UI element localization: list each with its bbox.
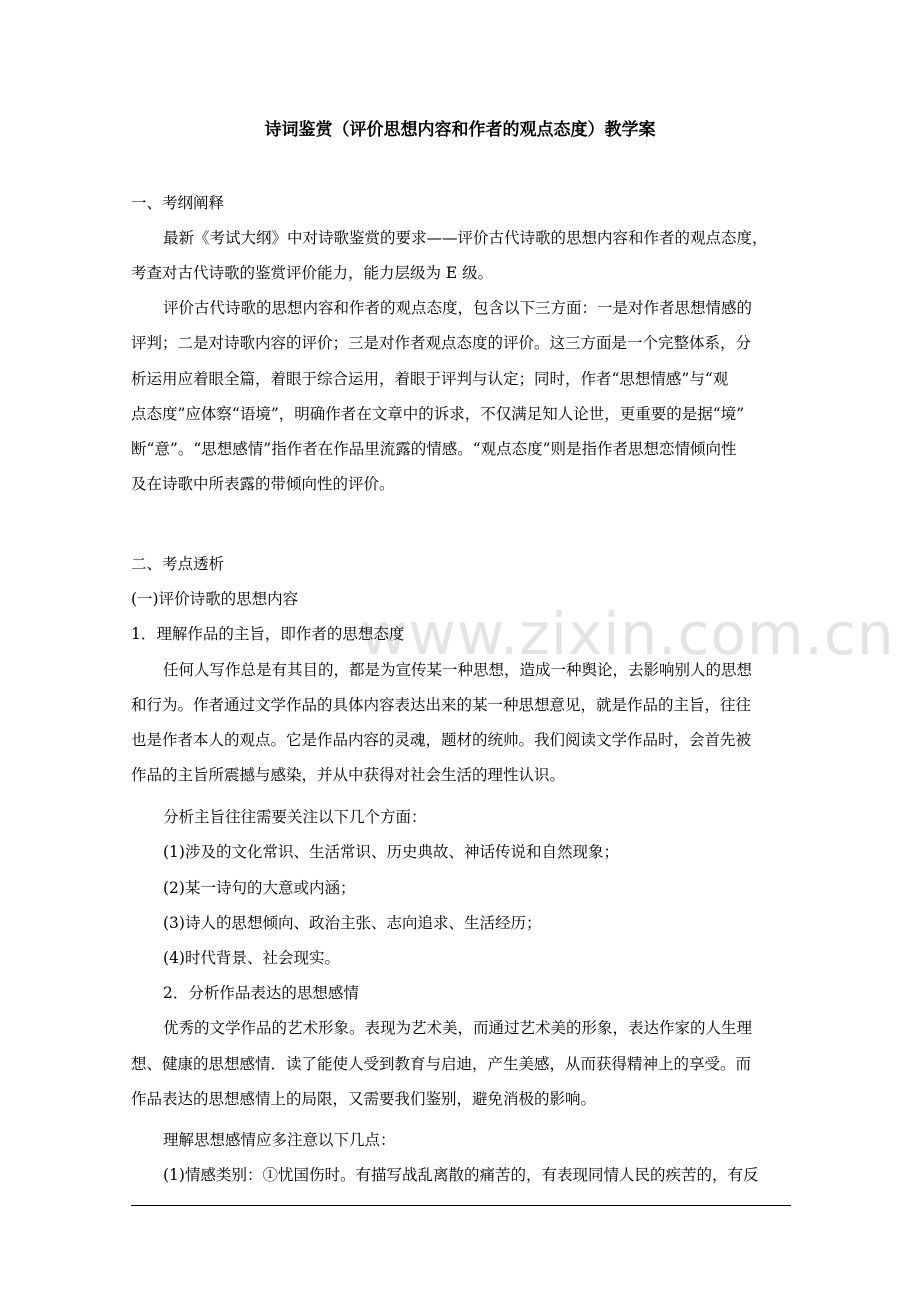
list-item: (1)涉及的文化常识、生活常识、历史典故、神话传说和自然现象；: [163, 843, 619, 861]
footer-rule: [131, 1205, 791, 1206]
paragraph-line: 及在诗歌中所表露的带倾向性的评价。: [131, 475, 395, 493]
paragraph-line: 断“意”。“思想感情”指作者在作品里流露的情感。“观点态度”则是指作者思想恋情倾向性: [131, 440, 737, 458]
list-item: (1)情感类别：①忧国伤时。有描写战乱离散的痛苦的，有表现同情人民的疾苦的，有反: [163, 1166, 759, 1184]
paragraph-line: 也是作者本人的观点。它是作品内容的灵魂，题材的统帅。我们阅读文学作品时，会首先被: [131, 731, 752, 749]
paragraph-line: 作品的主旨所震撼与感染，并从中获得对社会生活的理性认识。: [131, 766, 566, 784]
paragraph-line: 最新《考试大纲》中对诗歌鉴赏的要求——评价古代诗歌的思想内容和作者的观点态度，: [163, 229, 768, 247]
list-item: (2)某一诗句的大意或内涵；: [163, 879, 356, 897]
paragraph-line: 任何人写作总是有其目的，都是为宣传某一种思想，造成一种舆论，去影响别人的思想: [163, 661, 753, 679]
page-title: 诗词鉴赏（评价思想内容和作者的观点态度）教学案: [264, 120, 656, 140]
subsection-heading: (一)评价诗歌的思想内容: [131, 590, 299, 608]
section-heading-2: 二、考点透析: [131, 555, 225, 573]
paragraph-line: 评价古代诗歌的思想内容和作者的观点态度，包含以下三方面：一是对作者思想情感的: [163, 299, 753, 317]
paragraph-line: 想、健康的思想感情．读了能使人受到教育与启迪，产生美感，从而获得精神上的享受。而: [131, 1055, 752, 1073]
paragraph-line: 析运用应着眼全篇，着眼于综合运用，着眼于评判与认定；同时，作者“思想情感”与“观: [131, 370, 729, 388]
paragraph-line: 分析主旨往往需要关注以下几个方面：: [163, 808, 427, 826]
paragraph-line: 优秀的文学作品的艺术形象。表现为艺术美，而通过艺术美的形象，表达作家的人生理: [163, 1019, 753, 1037]
list-item: (3)诗人的思想倾向、政治主张、志向追求、生活经历；: [163, 914, 542, 932]
numbered-heading: 2．分析作品表达的思想感情: [163, 984, 359, 1002]
paragraph-line: 评判；二是对诗歌内容的评价；三是对作者观点态度的评价。这三方面是一个完整体系，分: [131, 334, 752, 352]
section-heading-1: 一、考纲阐释: [131, 194, 225, 212]
watermark: www.zixin.com.cn: [360, 600, 895, 668]
list-item: (4)时代背景、社会现实。: [163, 949, 340, 967]
paragraph-line: 理解思想感情应多注意以下几点：: [163, 1131, 396, 1149]
paragraph-line: 作品表达的思想感情上的局限，又需要我们鉴别，避免消极的影响。: [131, 1090, 597, 1108]
paragraph-line: 点态度”应体察“语境”，明确作者在文章中的诉求，不仅满足知人论世，更重要的是据“境”: [131, 405, 745, 423]
paragraph-line: 和行为。作者通过文学作品的具体内容表达出来的某一种思想意见，就是作品的主旨，往往: [131, 696, 752, 714]
paragraph-line: 考查对古代诗歌的鉴赏评价能力，能力层级为 E 级。: [131, 264, 494, 282]
numbered-heading: 1．理解作品的主旨，即作者的思想态度: [131, 625, 405, 643]
